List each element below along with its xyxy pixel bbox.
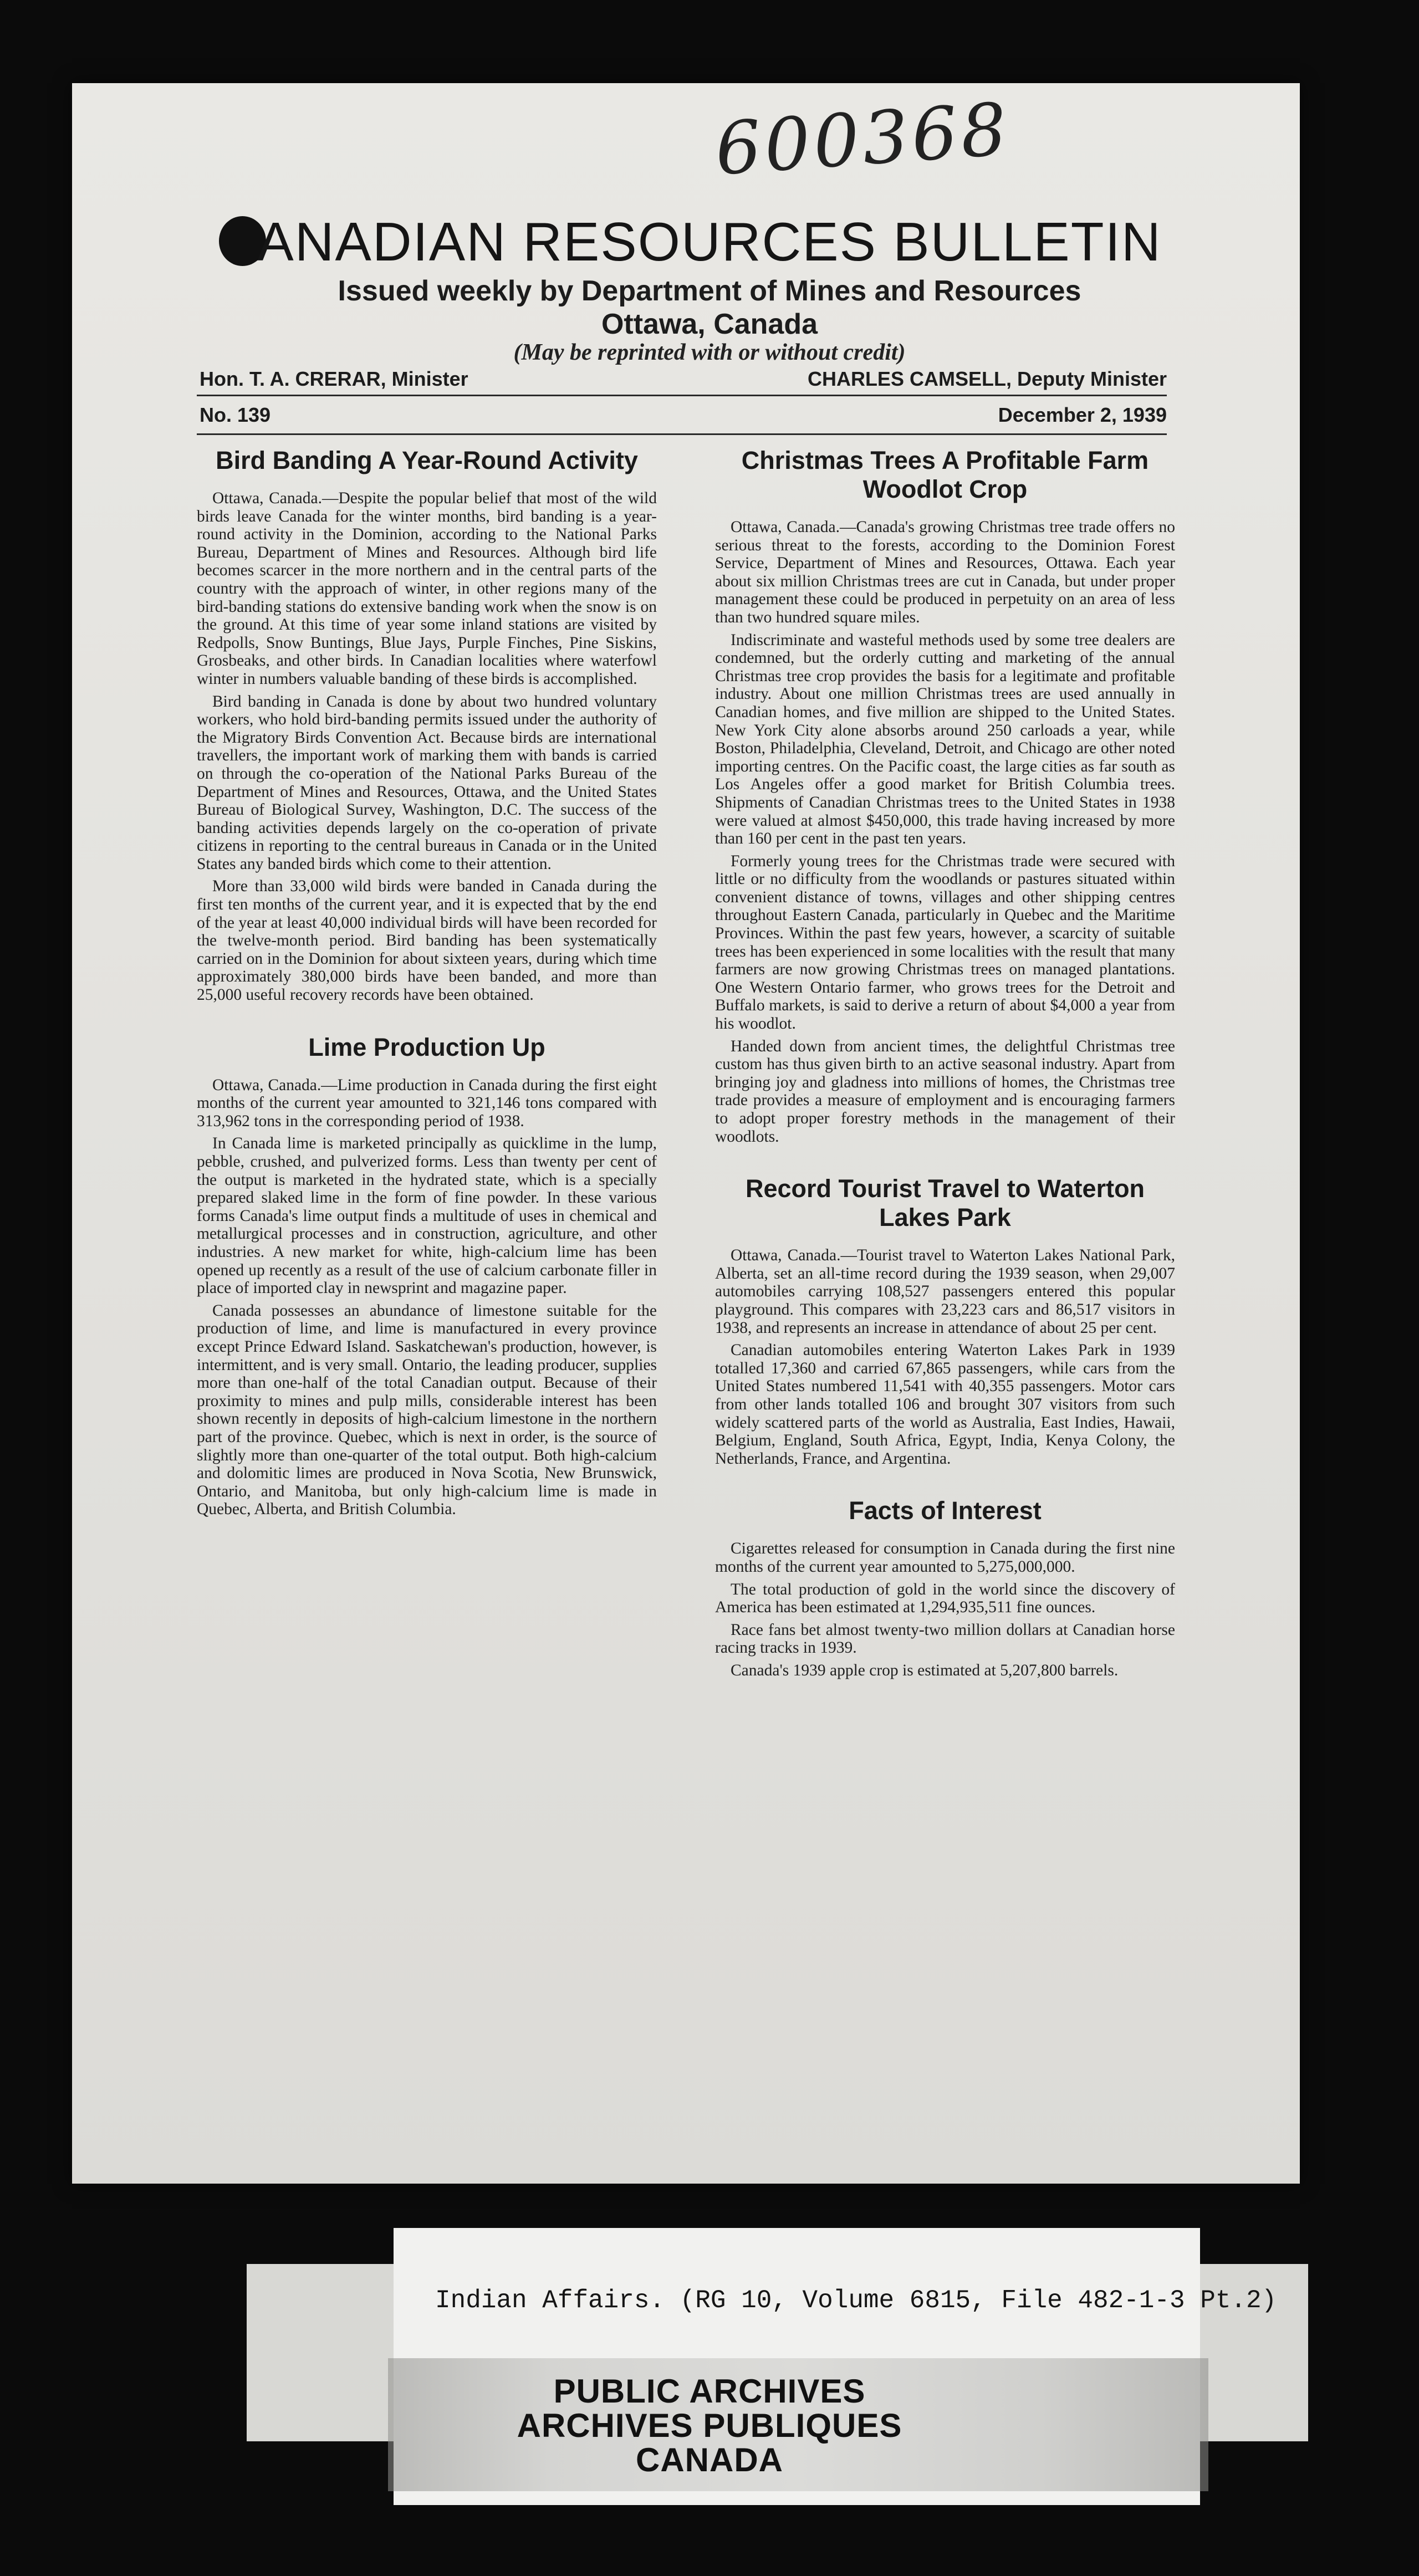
article-paragraph: Ottawa, Canada.—Tourist travel to Waterton Lakes National Park, Alberta, set an all-time record during the 1939 season, when 29,007 automobiles carrying 108,527 passengers entered this popular playground. This compares with 23,223 cars and 86,517 visitors in 1938, and represents an increase in attendance of about 25 per cent. xyxy=(715,1246,1175,1337)
article-facts-of-interest xyxy=(715,1496,1175,1679)
bulletin-title: ANADIAN RESOURCES BULLETIN xyxy=(257,211,1162,272)
article-paragraph: Handed down from ancient times, the delightful Christmas tree custom has thus given birth to an active seasonal industry. Apart from bringing joy and gladness into millions of homes, the Christmas tree trade provides a measure of employment and is encouraging farmers to adopt proper forestry methods in the management of their woodlots. xyxy=(715,1037,1175,1146)
article-heading: Facts of Interest xyxy=(849,1496,1042,1525)
article-paragraph: Ottawa, Canada.—Lime production in Canada during the first eight months of the current year amounted to 321,146 tons compared with 313,962 tons in the corresponding period of 1938. xyxy=(197,1076,657,1130)
article-heading: Christmas Trees A Profitable Farm Woodlot Crop xyxy=(741,446,1149,503)
article-paragraph: Canada's 1939 apple crop is estimated at 5,207,800 barrels. xyxy=(731,1661,1119,1679)
article-paragraph: In Canada lime is marketed principally as quicklime in the lump, pebble, crushed, and pulverized forms. Less than twenty per cent of the output is marketed in the hydrated state, which is a specially prepared slaked lime in the form of fine powder. In these various forms Canada's lime output finds a multitude of uses in chemical and metallurgical processes and in construction, agriculture, and other industries. A new market for white, high-calcium lime has been opened up recently as a result of the use of calcium carbonate filler in place of imported clay in newsprint and magazine paper. xyxy=(197,1134,657,1297)
article-christmas-trees xyxy=(715,446,1175,1146)
article-lime-production xyxy=(197,1033,657,1519)
right-column xyxy=(715,446,1175,1684)
article-paragraph: Race fans bet almost twenty-two million dollars at Canadian horse racing tracks in 1939. xyxy=(715,1621,1175,1657)
issue-rule xyxy=(197,433,1167,435)
article-paragraph: Cigarettes released for consumption in Canada during the first nine months of the current year amounted to 5,275,000,000. xyxy=(715,1540,1175,1576)
archive-stamp-line: CANADA xyxy=(636,2441,783,2478)
minister-name: Hon. T. A. CRERAR, Minister xyxy=(200,367,468,390)
masthead-rule xyxy=(197,395,1167,396)
article-heading: Record Tourist Travel to Waterton Lakes Park xyxy=(745,1174,1145,1232)
article-paragraph: Indiscriminate and wasteful methods used by some tree dealers are condemned, but the orderly cutting and marketing of the annual Christmas tree crop provides the basis for a legitimate and profitable industry. About one million Christmas trees are used annually in Canadian homes, and five million are shipped to the United States. New York City alone absorbs around 250 carloads a year, while Boston, Philadelphia, Cleveland, Detroit, and Chicago are other noted importing centres. On the Pacific coast, the large cities as far south as Los Angeles offer a good market for British Columbia trees. Shipments of Canadian Christmas trees to the United States in 1938 were valued at almost $450,000, this trade having increased by more than 160 per cent in the past ten years. xyxy=(715,631,1175,848)
archive-stamp-line: ARCHIVES PUBLIQUES xyxy=(517,2407,902,2444)
article-waterton-lakes xyxy=(715,1174,1175,1468)
reprint-credit-note: (May be reprinted with or without credit) xyxy=(513,340,906,365)
article-paragraph: More than 33,000 wild birds were banded in Canada during the first ten months of the current year, and it is expected that by the end of the year at least 40,000 individual birds will have been recorded for the twelve-month period. Bird banding has been systematically carried on in the Dominion for about sixteen years, during which time approximately 380,000 birds have been banded, and more than 25,000 useful recovery records have been obtained. xyxy=(197,877,657,1004)
article-heading: Bird Banding A Year-Round Activity xyxy=(216,446,638,474)
handwritten-file-number: 600368 xyxy=(712,86,1013,192)
article-paragraph: Ottawa, Canada.—Canada's growing Christmas tree trade offers no serious threat to the forests, according to the Dominion Forest Service, Department of Mines and Resources, Ottawa. Each year about six million Christmas trees are cut in Canada, but under proper management these could be produced in perpetuity on an area of less than two hundred square miles. xyxy=(715,518,1175,626)
article-paragraph: Canada possesses an abundance of limestone suitable for the production of lime, and lime is manufactured in every province except Prince Edward Island. Saskatchewan's production, however, is intermittent, and is very small. Ontario, the leading producer, supplies more than one-half of the total Canadian output. Because of their proximity to mines and pulp mills, considerable interest has been shown recently in deposits of high-calcium limestone in the northern part of the province. Quebec, which is next in order, is the source of slightly more than one-quarter of the total output. Both high-calcium and dolomitic limes are produced in Nova Scotia, New Brunswick, Ontario, and Manitoba, but only high-calcium lime is made in Quebec, Alberta, and British Columbia. xyxy=(197,1301,657,1519)
article-bird-banding xyxy=(197,446,657,1004)
article-heading: Lime Production Up xyxy=(308,1033,545,1061)
article-paragraph: Ottawa, Canada.—Despite the popular belief that most of the wild birds leave Canada for the winter months, bird banding is a year-round activity in the Dominion, according to the National Parks Bureau, Department of Mines and Resources. Although bird life becomes scarcer in the more northern and in the central parts of the country with the approach of winter, in other regions many of the bird-banding stations do extensive banding work when the snow is on the ground. At this time of year some inland stations are visited by Redpolls, Snow Buntings, Blue Jays, Purple Finches, Pine Siskins, Grosbeaks, and other birds. In Canadian localities where waterfowl winter in numbers valuable banding of these birds is accomplished. xyxy=(197,489,657,688)
article-paragraph: The total production of gold in the world since the discovery of America has been estimated at 1,294,935,511 fine ounces. xyxy=(715,1580,1175,1617)
bulletin-location: Ottawa, Canada xyxy=(601,308,818,340)
issue-date: December 2, 1939 xyxy=(998,403,1167,426)
bulletin-subtitle: Issued weekly by Department of Mines and Resources xyxy=(338,275,1081,307)
left-column xyxy=(197,446,657,1523)
article-paragraph: Canadian automobiles entering Waterton Lakes Park in 1939 totalled 17,360 and carried 67,865 passengers, while cars from the United States numbered 11,541 with 40,355 passengers. Motor cars from other lands totalled 106 and brought 307 visitors from such widely scattered parts of the world as Australia, East Indies, Hawaii, Belgium, England, South Africa, Egypt, India, Kenya Colony, the Netherlands, France, and Argentina. xyxy=(715,1341,1175,1468)
deputy-minister-name: CHARLES CAMSELL, Deputy Minister xyxy=(807,367,1167,390)
archive-stamp-line: PUBLIC ARCHIVES xyxy=(553,2373,866,2410)
article-paragraph: Bird banding in Canada is done by about two hundred voluntary workers, who hold bird-banding permits issued under the authority of the Migratory Birds Convention Act. Because birds are international travellers, the important work of marking them with bands is carried on through the co-operation of the National Parks Bureau of the Department of Mines and Resources, Ottawa, and the United States Bureau of Biological Survey, Washington, D.C. The success of the banding activities depends largely on the co-operation of private citizens in reporting to the central bureaus in Canada or in the United States any banded birds which come to their attention. xyxy=(197,692,657,873)
archive-reference: Indian Affairs. (RG 10, Volume 6815, File 482-1-3 Pt.2) xyxy=(435,2286,1277,2315)
issue-number: No. 139 xyxy=(200,403,271,426)
article-paragraph: Formerly young trees for the Christmas trade were secured with little or no difficulty from the woodlands or pastures situated within convenient distance of towns, villages and other shipping centres throughout Eastern Canada, particularly in Quebec and the Maritime Provinces. Within the past few years, however, a scarcity of suitable trees has been experienced in some localities with the result that many farmers are now growing Christmas trees on managed plantations. One Western Ontario farmer, who grows trees for the Detroit and Buffalo markets, is said to derive a return of about $4,000 a year from his woodlot. xyxy=(715,852,1175,1033)
